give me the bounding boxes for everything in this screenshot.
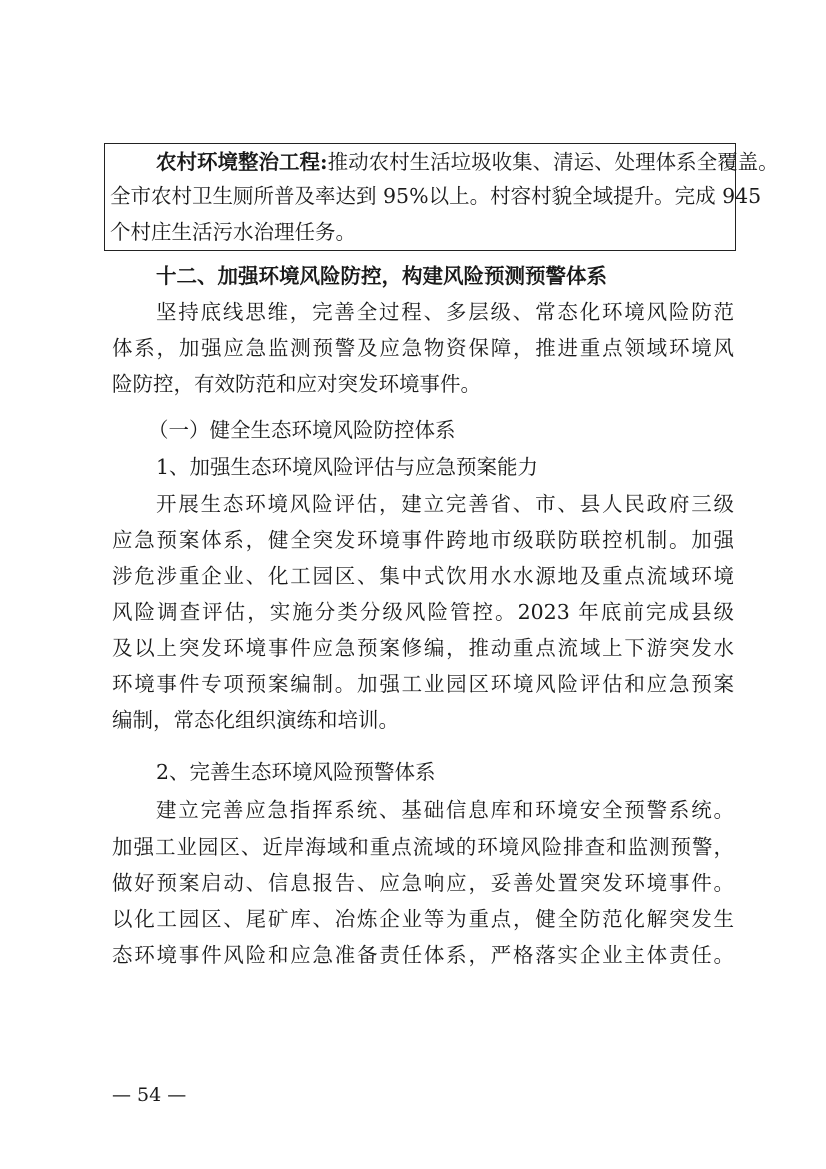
- box-line-3: 个村庄生活污水治理任务。: [110, 220, 356, 244]
- item1-line: 风险调查评估，实施分类分级风险管控。2023 年底前完成县级: [112, 600, 734, 624]
- item1-line: 涉危涉重企业、化工园区、集中式饮用水水源地及重点流域环境: [112, 564, 734, 588]
- item1-line: 及以上突发环境事件应急预案修编，推动重点流域上下游突发水: [112, 636, 734, 660]
- item1-title: 1、加强生态环境风险评估与应急预案能力: [156, 455, 539, 479]
- box-title: 农村环境整治工程:: [156, 150, 328, 174]
- box-line-1: 农村环境整治工程:推动农村生活垃圾收集、清运、处理体系全覆盖。: [156, 150, 779, 174]
- intro-line: 险防控，有效防范和应对突发环境事件。: [112, 372, 481, 396]
- item2-line: 加强工业园区、近岸海域和重点流域的环境风险排查和监测预警，: [112, 835, 734, 859]
- page-number: — 54 —: [112, 1084, 187, 1106]
- item1-line: 开展生态环境风险评估，建立完善省、市、县人民政府三级: [156, 492, 734, 516]
- item2-line: 态环境事件风险和应急准备责任体系，严格落实企业主体责任。: [112, 943, 734, 967]
- intro-line: 坚持底线思维，完善全过程、多层级、常态化环境风险防范: [156, 300, 734, 324]
- item2-line: 做好预案启动、信息报告、应急响应，妥善处置突发环境事件。: [112, 871, 734, 895]
- item2-title: 2、完善生态环境风险预警体系: [156, 760, 436, 784]
- subsection-title: （一）健全生态环境风险防控体系: [148, 418, 456, 442]
- box-line-2: 全市农村卫生厕所普及率达到 95%以上。村容村貌全域提升。完成 945: [110, 184, 762, 208]
- item1-line: 环境事件专项预案编制。加强工业园区环境风险评估和应急预案: [112, 672, 734, 696]
- section-title: 十二、加强环境风险防控，构建风险预测预警体系: [156, 264, 607, 288]
- item2-line: 建立完善应急指挥系统、基础信息库和环境安全预警系统。: [156, 798, 734, 822]
- item1-line: 应急预案体系，健全突发环境事件跨地市级联防联控机制。加强: [112, 528, 734, 552]
- item2-line: 以化工园区、尾矿库、冶炼企业等为重点，健全防范化解突发生: [112, 907, 734, 931]
- item1-line: 编制，常态化组织演练和培训。: [112, 708, 399, 732]
- intro-line: 体系，加强应急监测预警及应急物资保障，推进重点领域环境风: [112, 336, 734, 360]
